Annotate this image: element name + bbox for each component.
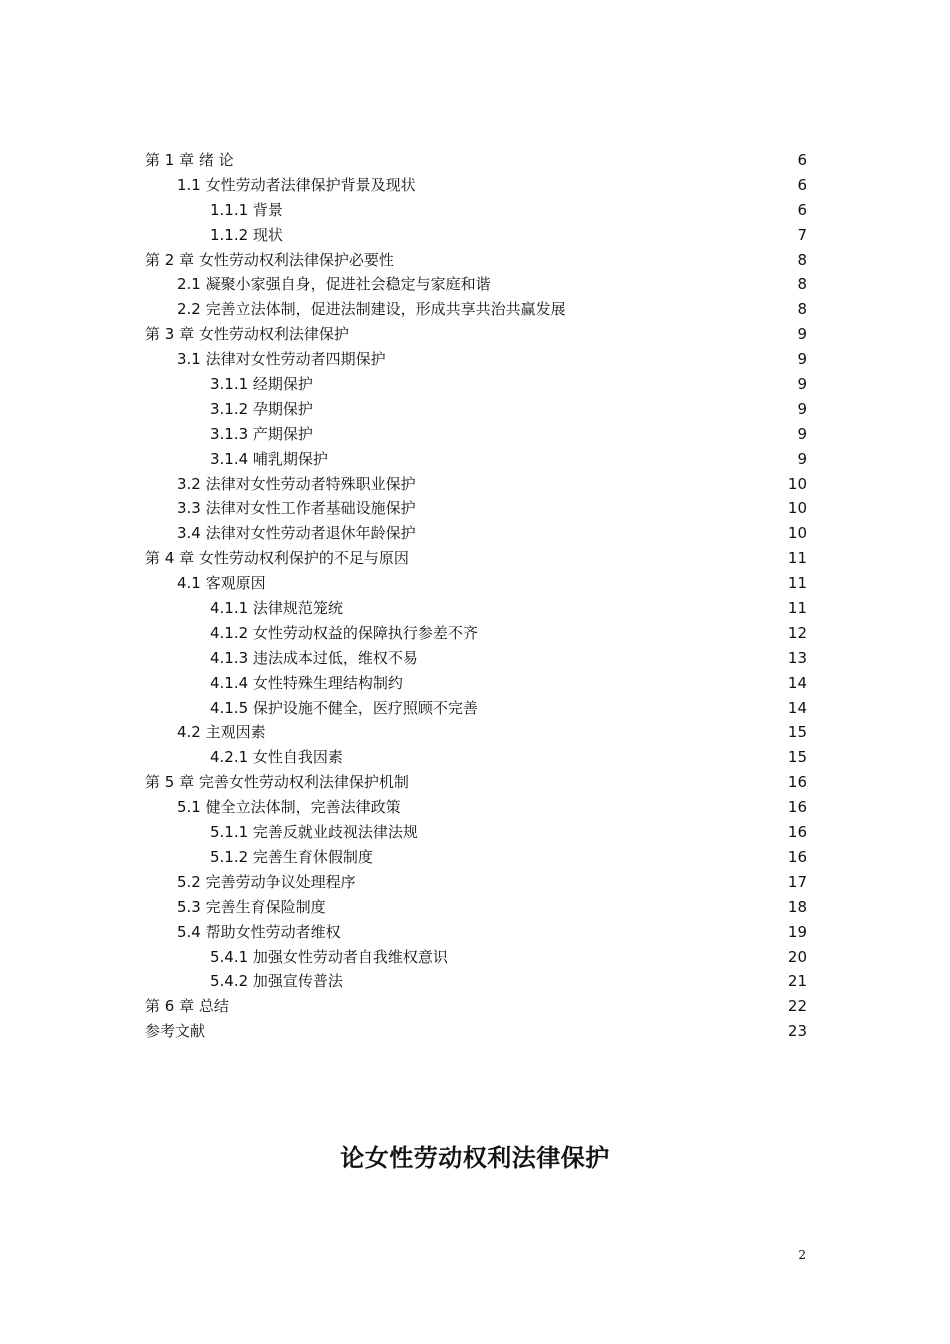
toc-entry-page: 15: [787, 748, 807, 767]
toc-entry-page: 6: [797, 200, 807, 219]
toc-entry[interactable]: [0, 770, 950, 795]
toc-entry-page: 9: [797, 350, 807, 369]
toc-entry-page: 9: [797, 399, 807, 418]
toc-entry-label: 5.2 完善劳动争议处理程序: [177, 872, 356, 891]
toc-entry-label: 4.2 主观因素: [177, 723, 266, 742]
toc-entry[interactable]: [0, 496, 950, 521]
toc-entry-page: 8: [797, 300, 807, 319]
toc-entry-page: 16: [787, 798, 807, 817]
toc-entry-page: 23: [787, 1022, 807, 1041]
toc-entry-label: 4.1 客观原因: [177, 574, 266, 593]
toc-entry-page: 11: [787, 599, 807, 618]
toc-entry[interactable]: [0, 920, 950, 945]
toc-entry[interactable]: [0, 472, 950, 497]
toc-entry-label: 第 3 章 女性劳动权利法律保护: [145, 325, 349, 344]
toc-entry-label: 5.1.1 完善反就业歧视法律法规: [210, 823, 418, 842]
toc-entry[interactable]: [0, 820, 950, 845]
toc-entry-label: 1.1 女性劳动者法律保护背景及现状: [177, 175, 416, 194]
toc-entry[interactable]: [0, 297, 950, 322]
toc-entry-page: 19: [787, 922, 807, 941]
toc-entry-page: 10: [787, 524, 807, 543]
toc-entry[interactable]: [0, 198, 950, 223]
toc-entry[interactable]: [0, 372, 950, 397]
toc-entry-label: 3.1.1 经期保护: [210, 375, 313, 394]
toc-entry-label: 2.2 完善立法体制，促进法制建设，形成共享共治共赢发展: [177, 300, 566, 319]
page-number: 2: [798, 1248, 806, 1262]
toc-entry-page: 8: [797, 275, 807, 294]
toc-entry[interactable]: [0, 397, 950, 422]
toc-entry-page: 22: [787, 997, 807, 1016]
toc-entry[interactable]: [0, 895, 950, 920]
toc-entry[interactable]: [0, 248, 950, 273]
toc-entry[interactable]: [0, 745, 950, 770]
toc-entry[interactable]: [0, 969, 950, 994]
toc-entry-label: 第 4 章 女性劳动权利保护的不足与原因: [145, 549, 409, 568]
toc-entry[interactable]: [0, 223, 950, 248]
toc-entry[interactable]: [0, 272, 950, 297]
toc-entry-label: 4.1.5 保护设施不健全，医疗照顾不完善: [210, 698, 478, 717]
toc-entry-page: 9: [797, 424, 807, 443]
toc-entry-page: 18: [787, 897, 807, 916]
toc-entry-page: 14: [787, 698, 807, 717]
toc-entry-label: 5.1.2 完善生育休假制度: [210, 847, 373, 866]
toc-entry-label: 4.1.2 女性劳动权益的保障执行参差不齐: [210, 623, 478, 642]
toc-entry-page: 16: [787, 823, 807, 842]
toc-entry-page: 9: [797, 375, 807, 394]
toc-entry-label: 3.3 法律对女性工作者基础设施保护: [177, 499, 416, 518]
toc-entry[interactable]: [0, 696, 950, 721]
toc-entry[interactable]: [0, 720, 950, 745]
toc-entry-label: 3.4 法律对女性劳动者退休年龄保护: [177, 524, 416, 543]
toc-entry-page: 13: [787, 648, 807, 667]
toc-entry-page: 20: [787, 947, 807, 966]
toc-entry[interactable]: [0, 621, 950, 646]
toc-entry-page: 9: [797, 325, 807, 344]
toc-entry-page: 8: [797, 250, 807, 269]
toc-entry-page: 9: [797, 449, 807, 468]
toc-entry-page: 21: [787, 972, 807, 991]
toc-entry[interactable]: [0, 596, 950, 621]
toc-entry-label: 4.1.1 法律规范笼统: [210, 599, 343, 618]
toc-entry-label: 3.2 法律对女性劳动者特殊职业保护: [177, 474, 416, 493]
toc-entry-page: 6: [797, 175, 807, 194]
toc-entry[interactable]: [0, 546, 950, 571]
toc-entry-page: 10: [787, 499, 807, 518]
toc-entry-label: 3.1 法律对女性劳动者四期保护: [177, 350, 386, 369]
toc-entry-label: 3.1.2 孕期保护: [210, 399, 313, 418]
toc-entry-label: 第 6 章 总结: [145, 997, 229, 1016]
toc-entry-label: 第 5 章 完善女性劳动权利法律保护机制: [145, 773, 409, 792]
toc-entry-label: 第 1 章 绪 论: [145, 151, 234, 169]
toc-entry-page: 15: [787, 723, 807, 742]
toc-entry-label: 4.1.3 违法成本过低，维权不易: [210, 648, 418, 667]
toc-entry-label: 5.4.2 加强宣传普法: [210, 972, 343, 991]
toc-entry[interactable]: [0, 521, 950, 546]
toc-entry-page: 16: [787, 847, 807, 866]
toc-entry[interactable]: [0, 671, 950, 696]
toc-entry-label: 3.1.4 哺乳期保护: [210, 449, 328, 468]
document-title: 论女性劳动权利法律保护: [340, 1144, 610, 1172]
toc-entry[interactable]: [0, 422, 950, 447]
toc-entry[interactable]: [0, 447, 950, 472]
toc-entry-label: 5.1 健全立法体制，完善法律政策: [177, 798, 401, 817]
toc-entry[interactable]: [0, 571, 950, 596]
toc-entry[interactable]: [0, 994, 950, 1019]
toc-entry[interactable]: [0, 845, 950, 870]
toc-entry-label: 4.1.4 女性特殊生理结构制约: [210, 673, 403, 692]
toc-entry-label: 2.1 凝聚小家强自身，促进社会稳定与家庭和谐: [177, 275, 491, 294]
table-of-contents: [0, 148, 950, 1044]
toc-entry[interactable]: [0, 347, 950, 372]
toc-entry-label: 4.2.1 女性自我因素: [210, 748, 343, 767]
toc-entry-page: 16: [787, 773, 807, 792]
toc-entry-label: 3.1.3 产期保护: [210, 424, 313, 443]
toc-entry[interactable]: [0, 945, 950, 970]
toc-entry-page: 11: [787, 549, 807, 568]
toc-entry-page: 17: [787, 872, 807, 891]
toc-entry[interactable]: [0, 646, 950, 671]
toc-entry-page: 14: [787, 673, 807, 692]
toc-entry-page: 12: [787, 623, 807, 642]
toc-entry-label: 参考文献: [145, 1022, 206, 1041]
toc-entry[interactable]: [0, 870, 950, 895]
toc-entry-label: 5.4.1 加强女性劳动者自我维权意识: [210, 947, 448, 966]
toc-entry[interactable]: [0, 173, 950, 198]
toc-entry[interactable]: [0, 148, 950, 173]
toc-entry[interactable]: [0, 322, 950, 347]
toc-entry-page: 10: [787, 474, 807, 493]
toc-entry-page: 7: [797, 225, 807, 244]
toc-entry[interactable]: [0, 795, 950, 820]
toc-entry-label: 1.1.1 背景: [210, 200, 283, 219]
toc-entry-label: 5.3 完善生育保险制度: [177, 897, 326, 916]
toc-entry-label: 1.1.2 现状: [210, 225, 283, 244]
toc-entry[interactable]: [0, 1019, 950, 1044]
toc-entry-page: 11: [787, 574, 807, 593]
toc-entry-page: 6: [797, 151, 807, 169]
toc-entry-label: 第 2 章 女性劳动权利法律保护必要性: [145, 250, 394, 269]
toc-entry-label: 5.4 帮助女性劳动者维权: [177, 922, 341, 941]
